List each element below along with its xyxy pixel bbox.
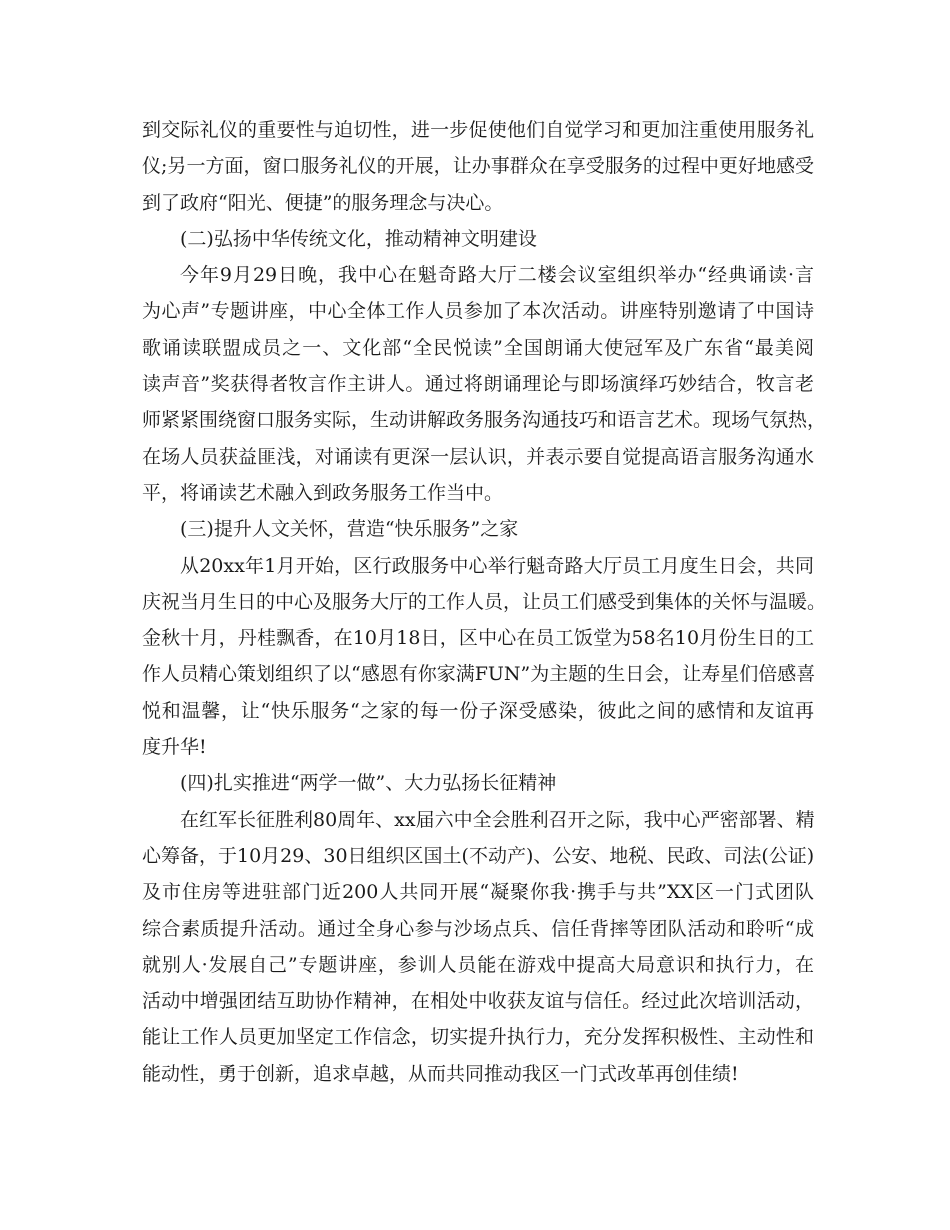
text-line: 到交际礼仪的重要性与迫切性，进一步促使他们自觉学习和更加注重使用服务礼	[142, 119, 814, 141]
text-line: 能让工作人员更加坚定工作信念，切实提升执行力，充分发挥积极性、主动性和	[142, 1026, 814, 1049]
text-line: 为心声”专题讲座，中心全体工作人员参加了本次活动。讲座特别邀请了中国诗	[142, 300, 814, 323]
document-body	[142, 112, 827, 1092]
paragraph-section-4	[142, 802, 814, 1092]
text-line: 在场人员获益匪浅，对诵读有更深一层认识，并表示要自觉提高语言服务沟通水	[142, 445, 814, 468]
text-line: 悦和温馨，让“快乐服务“之家的每一份子深受感染，彼此之间的感情和友谊再	[142, 699, 814, 722]
text-line: 活动中增强团结互助协作精神，在相处中收获友谊与信任。经过此次培训活动，	[142, 990, 814, 1013]
text-line: 今年9月29日晚，我中心在魁奇路大厅二楼会议室组织举办“经典诵读·言	[180, 264, 814, 287]
text-line: 综合素质提升活动。通过全身心参与沙场点兵、信任背摔等团队活动和聆听“成	[142, 917, 814, 940]
text-line: 师紧紧围绕窗口服务实际，生动讲解政务服务沟通技巧和语言艺术。现场气氛热，	[142, 409, 827, 432]
text-line: 读声音”奖获得者牧言作主讲人。通过将朗诵理论与即场演绎巧妙结合，牧言老	[142, 373, 814, 396]
text-line: 歌诵读联盟成员之一、文化部“全民悦读”全国朗诵大使冠军及广东省“最美阅	[142, 336, 814, 359]
text-line: 平，将诵读艺术融入到政务服务工作当中。	[142, 481, 504, 504]
text-line: 仪;另一方面，窗口服务礼仪的开展，让办事群众在享受服务的过程中更好地感受	[142, 155, 814, 178]
paragraph-section-2	[142, 257, 827, 511]
text-line: 就别人·发展自己”专题讲座，参训人员能在游戏中提高大局意识和执行力，在	[142, 953, 814, 976]
section-heading-4	[142, 765, 814, 801]
paragraph-section-3	[142, 548, 827, 766]
heading-line: (三)提升人文关怀，营造“快乐服务”之家	[180, 518, 519, 541]
text-line: 到了政府“阳光、便捷”的服务理念与决心。	[142, 191, 504, 214]
text-line: 作人员精心策划组织了以“感恩有你家满FUN”为主题的生日会，让寿星们倍感喜	[142, 663, 816, 686]
section-heading-3	[142, 511, 814, 547]
heading-line: (二)弘扬中华传统文化，推动精神文明建设	[180, 227, 537, 250]
text-line: 金秋十月，丹桂飘香，在10月18日，区中心在员工饭堂为58名10月份生日的工	[142, 627, 814, 650]
text-line: 庆祝当月生日的中心及服务大厅的工作人员，让员工们感受到集体的关怀与温暖。	[142, 590, 827, 613]
text-line: 从20xx年1月开始，区行政服务中心举行魁奇路大厅员工月度生日会，共同	[180, 554, 814, 577]
paragraph-continuation	[142, 112, 814, 221]
text-line: 能动性，勇于创新，追求卓越，从而共同推动我区一门式改革再创佳绩!	[142, 1062, 739, 1085]
text-line: 在红军长征胜利80周年、xx届六中全会胜利召开之际，我中心严密部署、精	[180, 808, 815, 831]
section-heading-2	[142, 221, 814, 257]
heading-line: (四)扎实推进“两学一做”、大力弘扬长征精神	[180, 772, 557, 795]
text-line: 心筹备，于10月29、30日组织区国土(不动产)、公安、地税、民政、司法(公证)	[142, 844, 815, 867]
text-line: 度升华!	[142, 736, 207, 759]
text-line: 及市住房等进驻部门近200人共同开展“凝聚你我·携手与共”XX区一门式团队	[142, 881, 814, 904]
